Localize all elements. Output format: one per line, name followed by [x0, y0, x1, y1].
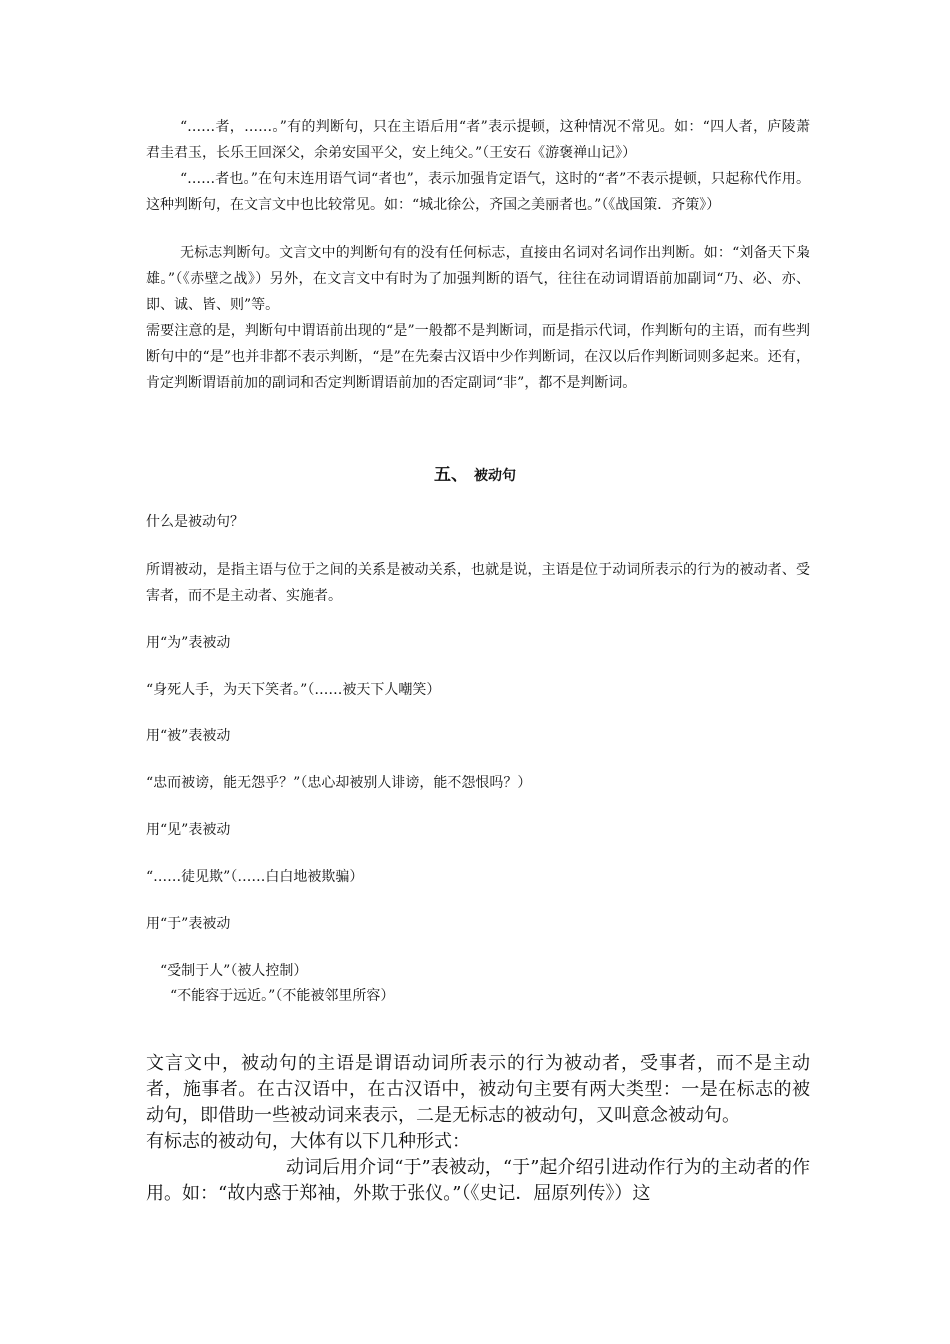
- paragraph-note-shi: 需要注意的是，判断句中谓语前出现的“是”一般都不是判断词，而是指示代词，作判断句的主语，而有些判断句中的“是”也并非都不表示判断，“是”在先秦古汉语中少作判断词，在汉以后作判断词则多起来。还有，肯定判断谓语前加的副词和否定判断谓语前加的否定副词“非”，都不是判断词。: [146, 323, 810, 391]
- section-heading: [0, 462, 950, 489]
- example-jian: “……徒见欺”（……白白地被欺骗）: [146, 869, 364, 885]
- example-yu-2: “不能容于远近。”（不能被邻里所容）: [170, 988, 395, 1004]
- paragraph-zhe-pause: “……者，……。”有的判断句，只在主语后用“者”表示提顿，这种情况不常见。如：“四人者，庐陵萧君圭君玉，长乐王回深父，余弟安国平父，安上纯父。”（王安石《游褒禅山记》）: [146, 119, 810, 161]
- label-yu: 用“于”表被动: [146, 916, 231, 932]
- example-bei: “忠而被谤，能无怨乎？”（忠心却被别人诽谤，能不怨恨吗？）: [146, 775, 532, 791]
- paragraph-summary: 文言文中，被动句的主语是谓语动词所表示的行为被动者，受事者，而不是主动者，施事者。在古汉语中，在古汉语中，被动句主要有两大类型：一是在标志的被动句，即借助一些被动词来表示，二是无标志的被动句，又叫意念被动句。: [146, 1053, 810, 1126]
- paragraph-definition: 所谓被动，是指主语与位于之间的关系是被动关系，也就是说，主语是位于动词所表示的行为的被动者、受害者，而不是主动者、实施者。: [146, 562, 810, 604]
- question-line: 什么是被动句？: [146, 514, 244, 530]
- section-heading-number: 五、: [434, 465, 468, 485]
- paragraph-unmarked-judgment: 无标志判断句。文言文中的判断句有的没有任何标志，直接由名词对名词作出判断。如：“刘备天下枭雄。”（《赤壁之战》）另外，在文言文中有时为了加强判断的语气，往往在动词谓语前加副词“乃、必、亦、即、诚、皆、则”等。: [146, 245, 810, 313]
- paragraph-marked-yu: 动词后用介词“于”表被动，“于”起介绍引进动作行为的主动者的作用。如：“故内惑于郑袖，外欺于张仪。”（《史记．屈原列传》）这: [146, 1157, 810, 1204]
- paragraph-zhe-ye: “……者也。”在句末连用语气词“者也”，表示加强肯定语气，这时的“者”不表示提顿，只起称代作用。这种判断句，在文言文中也比较常见。如：“城北徐公，齐国之美丽者也。”（《战国策．齐策》）: [146, 171, 810, 213]
- label-bei: 用“被”表被动: [146, 728, 231, 744]
- label-jian: 用“见”表被动: [146, 822, 231, 838]
- label-wei: 用“为”表被动: [146, 635, 231, 651]
- section-heading-title: 被动句: [474, 468, 516, 484]
- example-wei: “身死人手，为天下笑者。”（……被天下人嘲笑）: [146, 682, 441, 698]
- paragraph-marked-intro: 有标志的被动句，大体有以下几种形式：: [146, 1131, 470, 1152]
- example-yu-1: “受制于人”（被人控制）: [160, 963, 308, 979]
